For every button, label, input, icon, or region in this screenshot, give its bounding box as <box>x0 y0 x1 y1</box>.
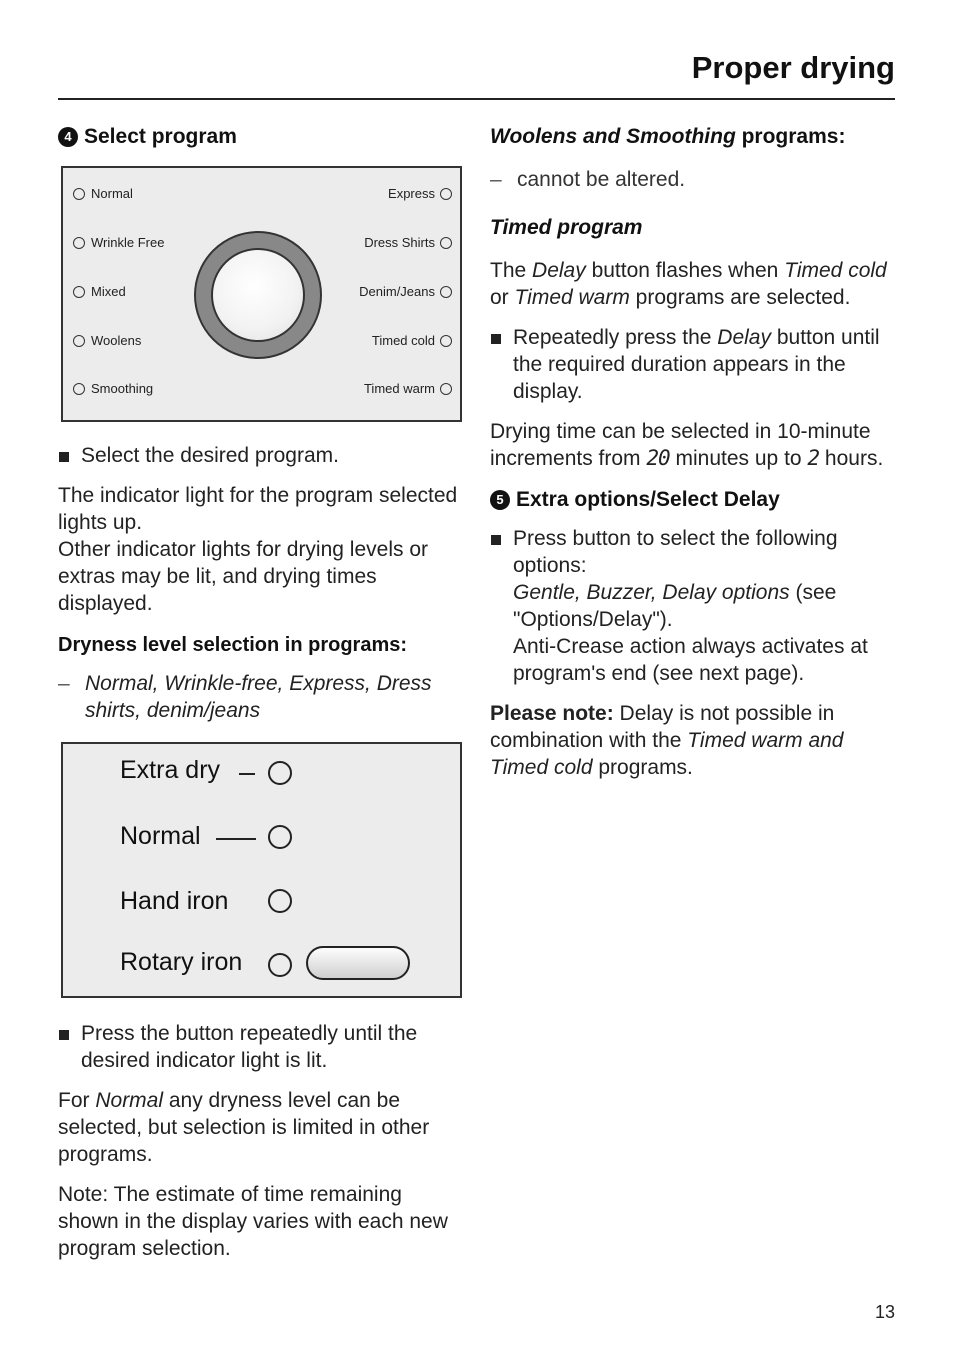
bullet-square-icon <box>59 1030 69 1040</box>
dryness-list-text: Normal, Wrinkle-free, Express, Dress shirts, denim/jeans <box>85 672 432 722</box>
bullet-options <box>490 525 900 687</box>
text-run: Press button to select the following options: <box>513 527 838 577</box>
text-run: hours. <box>819 447 884 470</box>
woolens-heading <box>490 122 900 152</box>
dash-item-text: cannot be altered. <box>517 168 686 191</box>
text-run: For <box>58 1089 96 1112</box>
bullet-delay <box>490 324 900 405</box>
indicator-paragraph <box>58 482 468 617</box>
text-run: or <box>490 286 515 309</box>
level-connector-line <box>239 773 255 775</box>
level-connector-line <box>216 838 256 840</box>
indicator-ring-icon <box>73 335 85 347</box>
dryness-level-button[interactable] <box>306 946 410 980</box>
program-dial-knob[interactable] <box>211 248 305 342</box>
step5-number-badge: 5 <box>490 490 510 510</box>
indicator-ring-icon <box>73 286 85 298</box>
bullet-square-icon <box>59 452 69 462</box>
step4-heading <box>58 122 468 152</box>
bullet-text: Select the desired program. <box>81 444 339 467</box>
program-label: Dress Shirts <box>364 235 435 250</box>
program-dress-shirts <box>364 235 452 250</box>
program-wrinkle-free <box>73 235 164 250</box>
program-mixed <box>73 284 126 299</box>
page-title: Proper drying <box>691 50 895 85</box>
paragraph-text: The indicator light for the program selected lights up. <box>58 484 458 534</box>
dryness-level-panel <box>61 742 462 998</box>
text-run: minutes up to <box>669 447 808 470</box>
estimate-note-paragraph: Note: The estimate of time remaining shown in the display varies with each new program selection. <box>58 1183 448 1260</box>
text-emphasis: Delay <box>532 259 586 282</box>
level-normal-indicator-icon <box>268 825 292 849</box>
text-run: programs: <box>735 125 846 148</box>
display-digits: 20 <box>646 446 670 470</box>
drying-time-paragraph <box>490 418 900 472</box>
program-timed-warm <box>364 381 452 396</box>
header-rule <box>58 98 895 100</box>
bullet-select-program <box>58 442 468 469</box>
text-emphasis: Normal <box>95 1089 164 1112</box>
level-normal-label: Normal <box>120 822 201 850</box>
indicator-ring-icon <box>440 383 452 395</box>
text-run: The <box>490 259 533 282</box>
right-column <box>490 122 900 794</box>
note-label: Please note: <box>490 702 614 725</box>
program-woolens <box>73 333 141 348</box>
text-run: Anti-Crease action always activates at program's end (see next page). <box>513 635 868 685</box>
please-note-paragraph <box>490 700 900 781</box>
indicator-ring-icon <box>440 335 452 347</box>
paragraph-text: Other indicator lights for drying levels or extras may be lit, and drying times displayed. <box>58 538 428 615</box>
indicator-ring-icon <box>73 237 85 249</box>
text-run: (see "Options/Delay"). <box>513 581 837 631</box>
text-run: Delay is not possible in combination with the <box>490 702 835 752</box>
left-column <box>58 122 468 1275</box>
program-normal <box>73 186 133 201</box>
program-express <box>388 186 452 201</box>
display-digits: 2 <box>807 446 820 470</box>
program-label: Timed warm <box>363 381 435 396</box>
step5-heading <box>490 485 900 515</box>
program-label: Woolens <box>91 333 142 348</box>
indicator-ring-icon <box>440 188 452 200</box>
bullet-press-button <box>58 1020 468 1074</box>
indicator-ring-icon <box>73 383 85 395</box>
level-extra-dry-label: Extra dry <box>120 756 221 784</box>
program-label: Timed cold <box>371 333 435 348</box>
level-extra-dry-indicator-icon <box>268 761 292 785</box>
program-denim-jeans <box>359 284 452 299</box>
program-label: Normal <box>91 186 133 201</box>
program-label: Smoothing <box>91 381 154 396</box>
level-rotary-iron-label: Rotary iron <box>120 948 243 976</box>
woolens-item: – cannot be altered. <box>490 168 686 191</box>
level-hand-iron-indicator-icon <box>268 889 292 913</box>
program-smoothing <box>73 381 153 396</box>
bullet-square-icon <box>491 535 501 545</box>
text-emphasis: Woolens and Smoothing <box>490 125 736 148</box>
program-label: Mixed <box>91 284 126 299</box>
page-number: 13 <box>874 1302 895 1322</box>
indicator-ring-icon <box>73 188 85 200</box>
bullet-text: Press the button repeatedly until the desired indicator light is lit. <box>81 1022 418 1072</box>
text-run: Drying time can be selected in 10-minute increments from <box>490 420 871 470</box>
text-run: Repeatedly press the <box>513 326 718 349</box>
step4-heading-text: Select program <box>84 125 237 148</box>
normal-paragraph <box>58 1087 468 1168</box>
program-dial[interactable] <box>194 231 322 359</box>
program-label: Express <box>388 186 435 201</box>
text-emphasis: Timed warm and Timed cold <box>490 729 844 779</box>
text-emphasis: Timed warm <box>514 286 630 309</box>
text-emphasis: Delay <box>717 326 771 349</box>
text-run: button until the required duration appears in the display. <box>513 326 880 403</box>
level-rotary-iron-indicator-icon <box>268 953 292 977</box>
text-run: button flashes when <box>585 259 785 282</box>
text-emphasis: Gentle, Buzzer, Delay options <box>513 581 790 604</box>
step5-heading-text: Extra options/Select Delay <box>516 488 780 511</box>
bullet-square-icon <box>491 334 501 344</box>
timed-program-paragraph <box>490 257 900 311</box>
text-run: any dryness level can be selected, but selection is limited in other programs. <box>58 1089 430 1166</box>
level-hand-iron-label: Hand iron <box>120 887 229 915</box>
dryness-heading: Dryness level selection in programs: <box>58 634 408 656</box>
program-label: Wrinkle Free <box>91 235 165 250</box>
program-label: Denim/Jeans <box>359 284 435 299</box>
indicator-ring-icon <box>440 237 452 249</box>
dryness-program-list: – Normal, Wrinkle-free, Express, Dress shirts, denim/jeans <box>58 672 432 722</box>
timed-program-heading: Timed program <box>490 216 643 239</box>
program-selector-panel <box>61 166 462 422</box>
step4-number-badge: 4 <box>58 127 78 147</box>
text-emphasis: Timed cold <box>784 259 887 282</box>
text-run: programs. <box>592 756 693 779</box>
program-timed-cold <box>372 333 452 348</box>
indicator-ring-icon <box>440 286 452 298</box>
text-run: programs are selected. <box>629 286 851 309</box>
